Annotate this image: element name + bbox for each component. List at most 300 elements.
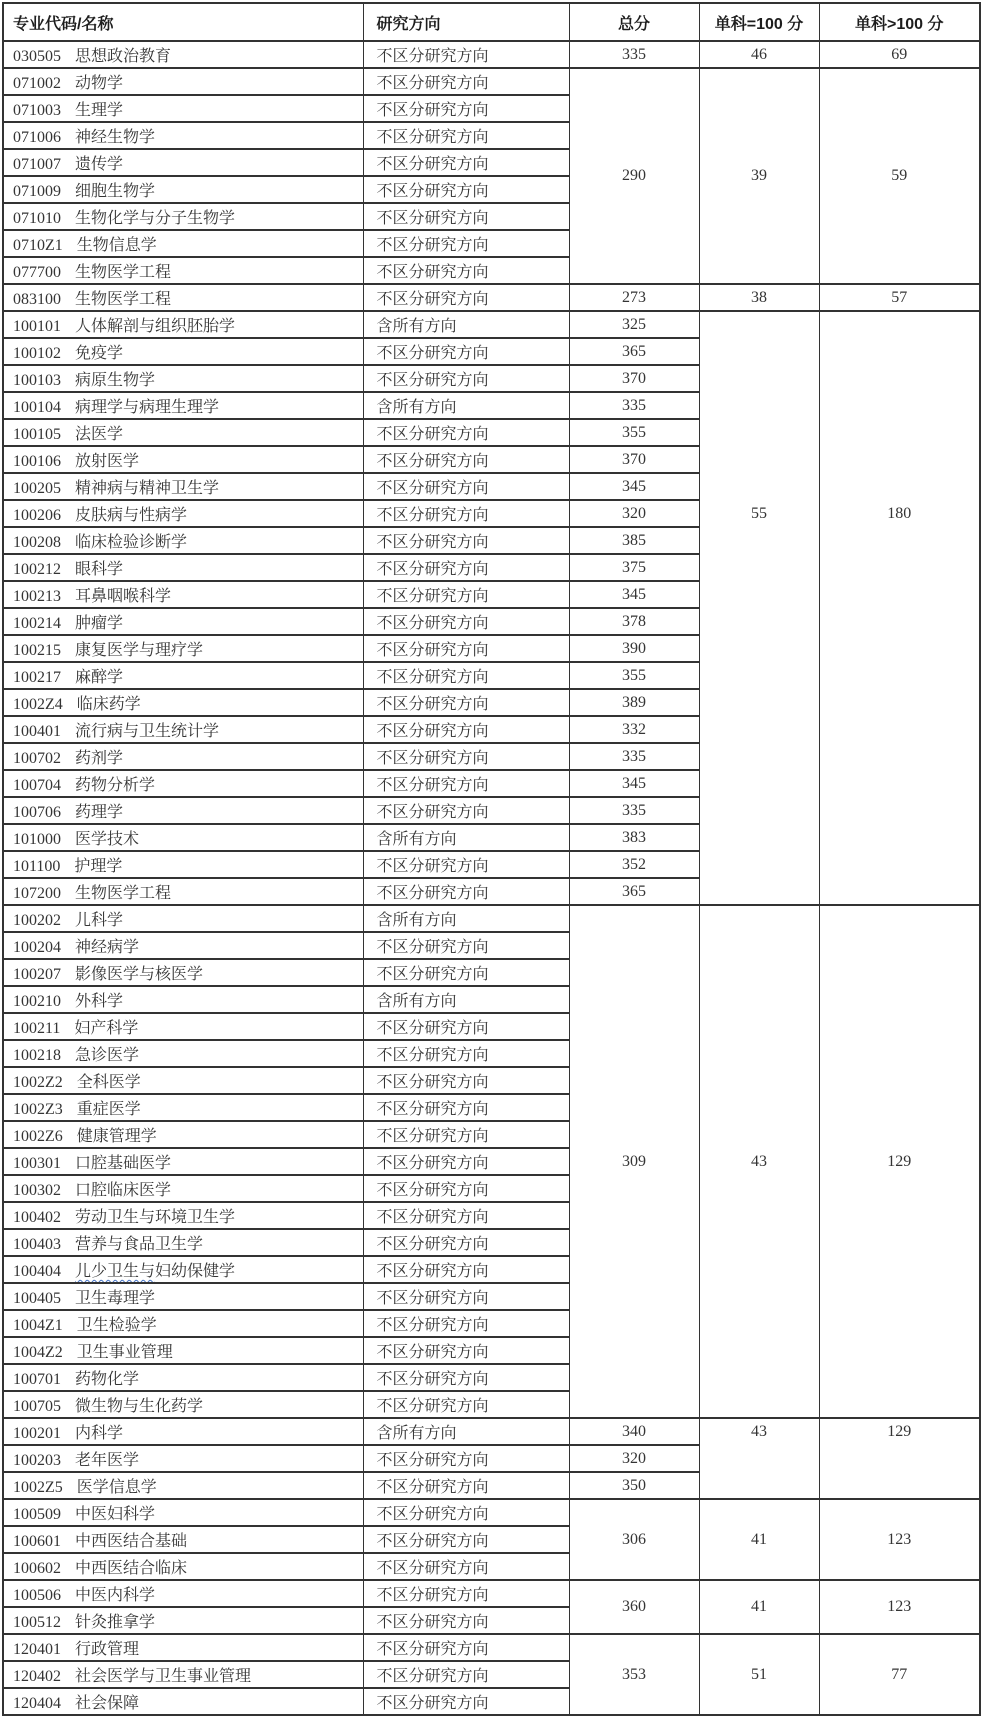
research-direction-cell: 不区分研究方向 xyxy=(363,1337,569,1364)
major-code-name-cell xyxy=(3,1202,363,1229)
single-gt100-cell: 77 xyxy=(819,1634,980,1715)
major-name: 医学技术 xyxy=(75,831,140,848)
research-direction-cell: 不区分研究方向 xyxy=(363,41,569,68)
major-code: 100706 xyxy=(13,804,61,821)
major-code: 100213 xyxy=(13,588,61,605)
major-code: 100512 xyxy=(13,1614,61,1631)
major-name: 医学信息学 xyxy=(76,1479,157,1496)
major-name: 肿瘤学 xyxy=(75,615,124,632)
total-score-cell: 335 xyxy=(569,392,699,419)
total-score-cell: 325 xyxy=(569,311,699,338)
major-name: 内科学 xyxy=(75,1425,124,1442)
research-direction-cell: 不区分研究方向 xyxy=(363,1580,569,1607)
major-code: 083100 xyxy=(13,291,61,308)
major-code-name-cell xyxy=(3,1229,363,1256)
single-gt100-cell xyxy=(819,1445,980,1499)
research-direction-cell: 不区分研究方向 xyxy=(363,1283,569,1310)
major-code-name-cell xyxy=(3,473,363,500)
research-direction-cell: 不区分研究方向 xyxy=(363,1175,569,1202)
major-code: 100506 xyxy=(13,1587,61,1604)
major-code: 1002Z4 xyxy=(13,696,63,713)
research-direction-cell: 不区分研究方向 xyxy=(363,68,569,95)
major-code: 100204 xyxy=(13,939,61,956)
research-direction-cell: 不区分研究方向 xyxy=(363,1121,569,1148)
major-name: 外科学 xyxy=(75,993,124,1010)
single-eq100-cell: 46 xyxy=(699,41,819,68)
major-code-name-cell xyxy=(3,95,363,122)
research-direction-cell: 不区分研究方向 xyxy=(363,878,569,905)
major-code: 1002Z3 xyxy=(13,1101,63,1118)
research-direction-cell: 不区分研究方向 xyxy=(363,257,569,284)
research-direction-cell: 不区分研究方向 xyxy=(363,1391,569,1418)
major-code-name-cell xyxy=(3,1580,363,1607)
major-code-name-cell xyxy=(3,284,363,311)
major-code: 100705 xyxy=(13,1398,61,1415)
research-direction-cell: 不区分研究方向 xyxy=(363,1094,569,1121)
table-row xyxy=(3,1445,980,1472)
total-score-cell: 309 xyxy=(569,905,699,1418)
major-code: 100602 xyxy=(13,1560,61,1577)
research-direction-cell: 含所有方向 xyxy=(363,311,569,338)
research-direction-cell: 不区分研究方向 xyxy=(363,365,569,392)
major-name: 口腔临床医学 xyxy=(75,1182,172,1199)
research-direction-cell: 不区分研究方向 xyxy=(363,743,569,770)
research-direction-cell: 不区分研究方向 xyxy=(363,1148,569,1175)
research-direction-cell: 不区分研究方向 xyxy=(363,1661,569,1688)
research-direction-cell: 不区分研究方向 xyxy=(363,797,569,824)
major-name: 劳动卫生与环境卫生学 xyxy=(75,1209,236,1226)
major-name: 生物医学工程 xyxy=(75,264,172,281)
major-code: 100401 xyxy=(13,723,61,740)
major-name: 护理学 xyxy=(74,858,123,875)
major-name: 神经生物学 xyxy=(75,129,156,146)
major-code: 101000 xyxy=(13,831,61,848)
research-direction-cell: 不区分研究方向 xyxy=(363,419,569,446)
single-eq100-cell: 51 xyxy=(699,1634,819,1715)
research-direction-cell: 不区分研究方向 xyxy=(363,635,569,662)
major-name: 口腔基础医学 xyxy=(75,1155,172,1172)
table-row xyxy=(3,1580,980,1607)
major-code-name-cell xyxy=(3,1013,363,1040)
major-code: 100214 xyxy=(13,615,61,632)
major-code-name-cell xyxy=(3,986,363,1013)
major-code-name-cell xyxy=(3,527,363,554)
single-gt100-cell: 123 xyxy=(819,1499,980,1580)
major-name: 病原生物学 xyxy=(75,372,156,389)
major-name: 影像医学与核医学 xyxy=(75,966,204,983)
major-code: 100217 xyxy=(13,669,61,686)
major-code: 0710Z1 xyxy=(13,237,63,254)
major-code-name-cell xyxy=(3,581,363,608)
major-name: 社会医学与卫生事业管理 xyxy=(75,1668,252,1685)
research-direction-cell: 不区分研究方向 xyxy=(363,689,569,716)
major-code-name-cell xyxy=(3,1310,363,1337)
research-direction-cell: 含所有方向 xyxy=(363,905,569,932)
major-name: 麻醉学 xyxy=(75,669,124,686)
single-eq100-cell: 38 xyxy=(699,284,819,311)
total-score-cell: 320 xyxy=(569,1445,699,1472)
research-direction-cell: 不区分研究方向 xyxy=(363,554,569,581)
single-eq100-cell: 39 xyxy=(699,68,819,284)
column-header-single-subject-eq100: 单科=100 分 xyxy=(699,3,819,41)
major-code-name-cell xyxy=(3,716,363,743)
major-code: 100702 xyxy=(13,750,61,767)
single-eq100-cell: 55 xyxy=(699,311,819,716)
research-direction-cell: 不区分研究方向 xyxy=(363,95,569,122)
major-code-name-cell xyxy=(3,1148,363,1175)
major-code: 120404 xyxy=(13,1695,61,1712)
column-header-research-direction: 研究方向 xyxy=(363,3,569,41)
table-row xyxy=(3,311,980,338)
major-name: 免疫学 xyxy=(75,345,124,362)
research-direction-cell: 不区分研究方向 xyxy=(363,1310,569,1337)
major-code-name-cell xyxy=(3,770,363,797)
major-name: 放射医学 xyxy=(75,453,140,470)
research-direction-cell: 含所有方向 xyxy=(363,824,569,851)
major-code: 100106 xyxy=(13,453,61,470)
research-direction-cell: 不区分研究方向 xyxy=(363,1553,569,1580)
single-eq100-cell: 41 xyxy=(699,1580,819,1634)
major-code-name-cell xyxy=(3,311,363,338)
total-score-cell: 340 xyxy=(569,1418,699,1445)
research-direction-cell: 含所有方向 xyxy=(363,986,569,1013)
major-name: 中医妇科学 xyxy=(75,1506,156,1523)
major-name: 皮肤病与性病学 xyxy=(75,507,188,524)
table-row xyxy=(3,284,980,311)
major-code-name-cell xyxy=(3,392,363,419)
major-name: 遗传学 xyxy=(75,156,124,173)
major-code-name-cell xyxy=(3,851,363,878)
research-direction-cell: 含所有方向 xyxy=(363,392,569,419)
major-code-name-cell xyxy=(3,932,363,959)
major-code: 1004Z2 xyxy=(13,1344,63,1361)
major-name: 病理学与病理生理学 xyxy=(75,399,220,416)
major-code: 120401 xyxy=(13,1641,61,1658)
major-code: 071002 xyxy=(13,75,61,92)
table-header xyxy=(3,3,980,41)
research-direction-cell: 不区分研究方向 xyxy=(363,1229,569,1256)
research-direction-cell: 不区分研究方向 xyxy=(363,1688,569,1715)
major-code-name-cell xyxy=(3,824,363,851)
major-name: 生物医学工程 xyxy=(75,291,172,308)
total-score-cell: 290 xyxy=(569,68,699,284)
major-code: 100402 xyxy=(13,1209,61,1226)
major-name: 微生物与生化药学 xyxy=(75,1398,204,1415)
table-row xyxy=(3,68,980,95)
major-code-name-cell xyxy=(3,446,363,473)
major-code: 1002Z5 xyxy=(13,1479,63,1496)
research-direction-cell: 不区分研究方向 xyxy=(363,1526,569,1553)
research-direction-cell: 不区分研究方向 xyxy=(363,851,569,878)
major-code: 100104 xyxy=(13,399,61,416)
major-code-name-cell xyxy=(3,1553,363,1580)
major-name: 儿少卫生与妇幼保健学 xyxy=(75,1263,236,1280)
column-header-single-subject-gt100: 单科>100 分 xyxy=(819,3,980,41)
single-gt100-cell xyxy=(819,716,980,905)
major-code-name-cell xyxy=(3,1067,363,1094)
major-name: 卫生检验学 xyxy=(76,1317,157,1334)
major-code: 100201 xyxy=(13,1425,61,1442)
total-score-cell: 383 xyxy=(569,824,699,851)
single-eq100-cell: 43 xyxy=(699,1418,819,1445)
total-score-cell: 355 xyxy=(569,419,699,446)
major-code: 100509 xyxy=(13,1506,61,1523)
major-code-name-cell xyxy=(3,1283,363,1310)
major-name: 卫生事业管理 xyxy=(76,1344,173,1361)
major-code-name-cell xyxy=(3,1526,363,1553)
major-code-name-cell xyxy=(3,1418,363,1445)
major-name: 药理学 xyxy=(75,804,124,821)
research-direction-cell: 含所有方向 xyxy=(363,1418,569,1445)
major-code: 100601 xyxy=(13,1533,61,1550)
major-code-name-cell xyxy=(3,1499,363,1526)
table-row xyxy=(3,716,980,743)
major-code-name-cell xyxy=(3,419,363,446)
single-eq100-cell xyxy=(699,716,819,905)
major-code: 107200 xyxy=(13,885,61,902)
research-direction-cell: 不区分研究方向 xyxy=(363,1472,569,1499)
total-score-cell: 352 xyxy=(569,851,699,878)
major-name: 药物分析学 xyxy=(75,777,156,794)
major-code: 071003 xyxy=(13,102,61,119)
major-name: 临床药学 xyxy=(76,696,141,713)
major-code: 100105 xyxy=(13,426,61,443)
research-direction-cell: 不区分研究方向 xyxy=(363,608,569,635)
major-code-name-cell xyxy=(3,257,363,284)
major-code-name-cell xyxy=(3,230,363,257)
research-direction-cell: 不区分研究方向 xyxy=(363,176,569,203)
major-name: 行政管理 xyxy=(75,1641,140,1658)
score-table-body xyxy=(3,41,980,1715)
total-score-cell: 335 xyxy=(569,797,699,824)
single-gt100-cell: 59 xyxy=(819,68,980,284)
single-eq100-cell: 41 xyxy=(699,1499,819,1580)
research-direction-cell: 不区分研究方向 xyxy=(363,581,569,608)
research-direction-cell: 不区分研究方向 xyxy=(363,1256,569,1283)
major-code: 071009 xyxy=(13,183,61,200)
major-name: 法医学 xyxy=(75,426,124,443)
research-direction-cell: 不区分研究方向 xyxy=(363,122,569,149)
major-name: 社会保障 xyxy=(75,1695,140,1712)
major-code: 1004Z1 xyxy=(13,1317,63,1334)
major-code-name-cell xyxy=(3,365,363,392)
research-direction-cell: 不区分研究方向 xyxy=(363,662,569,689)
major-code-name-cell xyxy=(3,905,363,932)
major-name: 生理学 xyxy=(75,102,124,119)
table-row xyxy=(3,1418,980,1445)
table-row xyxy=(3,41,980,68)
major-code-name-cell xyxy=(3,1337,363,1364)
total-score-cell: 365 xyxy=(569,338,699,365)
research-direction-cell: 不区分研究方向 xyxy=(363,149,569,176)
major-name: 动物学 xyxy=(75,75,124,92)
research-direction-cell: 不区分研究方向 xyxy=(363,338,569,365)
total-score-cell: 332 xyxy=(569,716,699,743)
total-score-cell: 360 xyxy=(569,1580,699,1634)
major-name: 中医内科学 xyxy=(75,1587,156,1604)
total-score-cell: 370 xyxy=(569,446,699,473)
total-score-cell: 375 xyxy=(569,554,699,581)
research-direction-cell: 不区分研究方向 xyxy=(363,1040,569,1067)
major-code: 1002Z2 xyxy=(13,1074,63,1091)
major-name: 中西医结合临床 xyxy=(75,1560,188,1577)
major-code-name-cell xyxy=(3,1445,363,1472)
major-code: 100205 xyxy=(13,480,61,497)
major-code: 100208 xyxy=(13,534,61,551)
major-code: 100203 xyxy=(13,1452,61,1469)
research-direction-cell: 不区分研究方向 xyxy=(363,1067,569,1094)
total-score-cell: 335 xyxy=(569,41,699,68)
major-name: 急诊医学 xyxy=(75,1047,140,1064)
total-score-cell: 370 xyxy=(569,365,699,392)
major-code-name-cell xyxy=(3,1607,363,1634)
research-direction-cell: 不区分研究方向 xyxy=(363,1445,569,1472)
major-code: 077700 xyxy=(13,264,61,281)
major-code: 120402 xyxy=(13,1668,61,1685)
major-code: 071007 xyxy=(13,156,61,173)
total-score-cell: 389 xyxy=(569,689,699,716)
major-name: 流行病与卫生统计学 xyxy=(75,723,220,740)
major-code: 100101 xyxy=(13,318,61,335)
major-code: 071010 xyxy=(13,210,61,227)
single-gt100-cell: 129 xyxy=(819,1418,980,1445)
major-code-name-cell xyxy=(3,743,363,770)
single-gt100-cell: 57 xyxy=(819,284,980,311)
major-name: 妇产科学 xyxy=(74,1020,139,1037)
major-name: 生物信息学 xyxy=(76,237,157,254)
major-code: 100405 xyxy=(13,1290,61,1307)
major-code-name-cell xyxy=(3,1040,363,1067)
major-code: 071006 xyxy=(13,129,61,146)
admission-score-table xyxy=(2,2,981,1716)
research-direction-cell: 不区分研究方向 xyxy=(363,1013,569,1040)
major-name: 全科医学 xyxy=(76,1074,141,1091)
major-code-name-cell xyxy=(3,1661,363,1688)
major-code-name-cell xyxy=(3,149,363,176)
major-code-name-cell xyxy=(3,1472,363,1499)
research-direction-cell: 不区分研究方向 xyxy=(363,932,569,959)
total-score-cell: 378 xyxy=(569,608,699,635)
major-name: 生物医学工程 xyxy=(75,885,172,902)
major-name: 重症医学 xyxy=(76,1101,141,1118)
major-name: 精神病与精神卫生学 xyxy=(75,480,220,497)
table-row xyxy=(3,905,980,932)
major-code-name-cell xyxy=(3,41,363,68)
major-code: 100301 xyxy=(13,1155,61,1172)
major-code-name-cell xyxy=(3,554,363,581)
research-direction-cell: 不区分研究方向 xyxy=(363,1634,569,1661)
column-header-major-code-name: 专业代码/名称 xyxy=(3,3,363,41)
major-name: 临床检验诊断学 xyxy=(75,534,188,551)
major-code: 100302 xyxy=(13,1182,61,1199)
major-code-name-cell xyxy=(3,959,363,986)
spellcheck-underline: 儿少卫生与 xyxy=(75,1263,156,1280)
total-score-cell: 320 xyxy=(569,500,699,527)
research-direction-cell: 不区分研究方向 xyxy=(363,716,569,743)
major-name: 卫生毒理学 xyxy=(75,1290,156,1307)
major-name: 药物化学 xyxy=(75,1371,140,1388)
major-code-name-cell xyxy=(3,1364,363,1391)
major-code: 100202 xyxy=(13,912,61,929)
research-direction-cell: 不区分研究方向 xyxy=(363,473,569,500)
table-row xyxy=(3,1634,980,1661)
major-code: 100103 xyxy=(13,372,61,389)
major-code: 100403 xyxy=(13,1236,61,1253)
major-code-name-cell xyxy=(3,1094,363,1121)
major-code: 100215 xyxy=(13,642,61,659)
major-code: 100206 xyxy=(13,507,61,524)
major-name: 营养与食品卫生学 xyxy=(75,1236,204,1253)
major-name: 中西医结合基础 xyxy=(75,1533,188,1550)
total-score-cell: 335 xyxy=(569,743,699,770)
major-code-name-cell xyxy=(3,797,363,824)
total-score-cell: 350 xyxy=(569,1472,699,1499)
major-code-name-cell xyxy=(3,1391,363,1418)
research-direction-cell: 不区分研究方向 xyxy=(363,1202,569,1229)
total-score-cell: 353 xyxy=(569,1634,699,1715)
research-direction-cell: 不区分研究方向 xyxy=(363,203,569,230)
research-direction-cell: 不区分研究方向 xyxy=(363,959,569,986)
major-code: 100102 xyxy=(13,345,61,362)
major-code-name-cell xyxy=(3,1121,363,1148)
major-name: 针灸推拿学 xyxy=(75,1614,156,1631)
research-direction-cell: 不区分研究方向 xyxy=(363,446,569,473)
total-score-cell: 345 xyxy=(569,581,699,608)
total-score-cell: 306 xyxy=(569,1499,699,1580)
research-direction-cell: 不区分研究方向 xyxy=(363,284,569,311)
major-code-name-cell xyxy=(3,1256,363,1283)
major-code-name-cell xyxy=(3,662,363,689)
major-name: 药剂学 xyxy=(75,750,124,767)
research-direction-cell: 不区分研究方向 xyxy=(363,1499,569,1526)
research-direction-cell: 不区分研究方向 xyxy=(363,527,569,554)
single-gt100-cell: 180 xyxy=(819,311,980,716)
major-code: 101100 xyxy=(13,858,61,875)
research-direction-cell: 不区分研究方向 xyxy=(363,1607,569,1634)
major-name: 健康管理学 xyxy=(76,1128,157,1145)
major-name: 眼科学 xyxy=(75,561,124,578)
major-name: 人体解剖与组织胚胎学 xyxy=(75,318,236,335)
total-score-cell: 345 xyxy=(569,473,699,500)
research-direction-cell: 不区分研究方向 xyxy=(363,1364,569,1391)
single-eq100-cell: 43 xyxy=(699,905,819,1418)
major-code-name-cell xyxy=(3,635,363,662)
single-eq100-cell xyxy=(699,1445,819,1499)
single-gt100-cell: 123 xyxy=(819,1580,980,1634)
major-code-name-cell xyxy=(3,1634,363,1661)
major-code: 030505 xyxy=(13,48,61,65)
major-code: 100404 xyxy=(13,1263,61,1280)
major-name: 细胞生物学 xyxy=(75,183,156,200)
total-score-cell: 355 xyxy=(569,662,699,689)
header-row xyxy=(3,3,980,41)
major-name: 耳鼻咽喉科学 xyxy=(75,588,172,605)
major-code-name-cell xyxy=(3,608,363,635)
major-name: 思想政治教育 xyxy=(75,48,172,65)
major-code-name-cell xyxy=(3,203,363,230)
major-code: 100211 xyxy=(13,1020,61,1037)
major-name: 老年医学 xyxy=(75,1452,140,1469)
research-direction-cell: 不区分研究方向 xyxy=(363,230,569,257)
major-code-name-cell xyxy=(3,68,363,95)
research-direction-cell: 不区分研究方向 xyxy=(363,500,569,527)
major-name: 康复医学与理疗学 xyxy=(75,642,204,659)
major-code-name-cell xyxy=(3,1688,363,1715)
total-score-cell: 365 xyxy=(569,878,699,905)
single-gt100-cell: 129 xyxy=(819,905,980,1418)
total-score-cell: 385 xyxy=(569,527,699,554)
major-name: 生物化学与分子生物学 xyxy=(75,210,236,227)
